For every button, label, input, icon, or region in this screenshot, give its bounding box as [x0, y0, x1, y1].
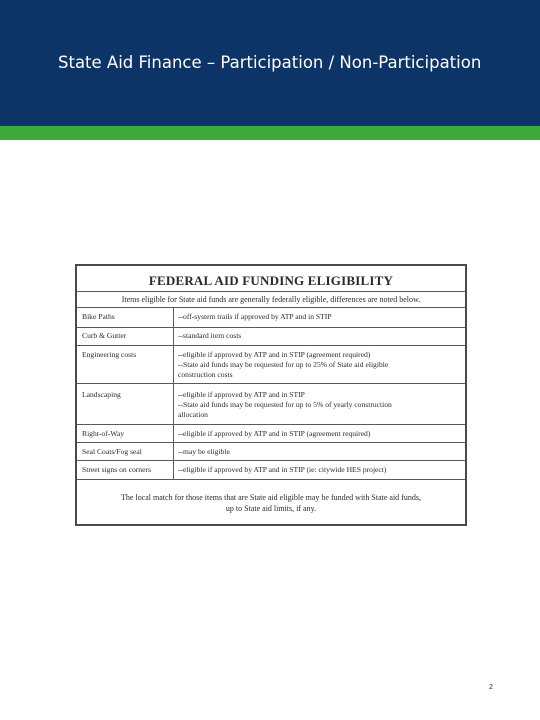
row-note: --eligible if approved by ATP and in STIP (agreement required) — [178, 429, 371, 438]
row-note: --eligible if approved by ATP and in STIP (agreement required) — [178, 350, 371, 359]
row-note: --off-system trails if approved by ATP and in STIP — [178, 312, 332, 321]
footer-line: up to State aid limits, if any. — [225, 504, 317, 513]
scanned-eligibility-table — [75, 264, 467, 526]
row-item: Seal Coats/Fog seal — [82, 447, 142, 456]
slide-header — [0, 0, 540, 126]
row-note: --State aid funds may be requested for up to 5% of yearly construction — [178, 400, 392, 409]
divider — [77, 307, 465, 308]
row-note: --State aid funds may be requested for up to 25% of State aid eligible — [178, 360, 389, 369]
divider — [77, 327, 465, 328]
accent-bar — [0, 126, 540, 140]
divider — [77, 383, 465, 384]
divider — [77, 345, 465, 346]
row-item: Bike Paths — [82, 312, 115, 321]
divider — [77, 479, 465, 480]
row-note: --eligible if approved by ATP and in STIP (ie: citywide HES project) — [178, 465, 387, 474]
row-note: allocation — [178, 410, 208, 419]
row-item: Engineering costs — [82, 350, 137, 359]
table-subtitle: Items eligible for State aid funds are generally federally eligible, differences are noted below. — [121, 295, 421, 304]
page-number: 2 — [489, 684, 493, 691]
row-item: Curb & Gutter — [82, 331, 127, 340]
footer-line: The local match for those items that are State aid eligible may be funded with State aid funds, — [121, 493, 421, 502]
row-item: Street signs on corners — [82, 465, 151, 474]
divider — [77, 424, 465, 425]
row-note: --may be eligible — [178, 447, 230, 456]
table-footer — [77, 492, 465, 514]
row-note: --eligible if approved by ATP and in STIP — [178, 390, 305, 399]
row-note: --standard item costs — [178, 331, 242, 340]
row-note: construction costs — [178, 370, 233, 379]
divider — [77, 460, 465, 461]
divider — [77, 442, 465, 443]
row-item: Landscaping — [82, 390, 121, 399]
row-item: Right-of-Way — [82, 429, 124, 438]
divider — [77, 291, 465, 292]
column-divider — [173, 307, 174, 479]
table-title: FEDERAL AID FUNDING ELIGIBILITY — [148, 273, 394, 288]
slide-title: State Aid Finance – Participation / Non-Participation — [58, 53, 482, 72]
